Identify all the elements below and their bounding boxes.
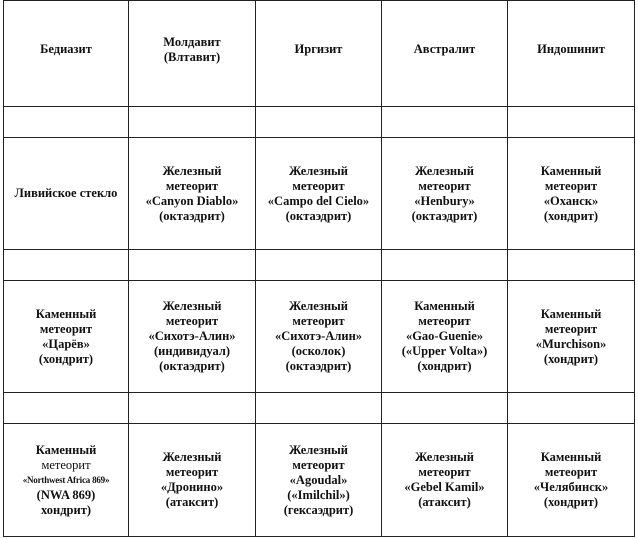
cell-canyon-diablo: Железный метеорит «Canyon Diablo» (октаэдрит) [129,138,256,250]
empty-cell [129,107,256,138]
table-row [4,281,635,393]
cell-henbury: Железный метеорит «Henbury» (октаэдрит) [382,138,508,250]
header-cell-irghizite: Иргизит [256,1,382,107]
header-cell-australite: Австралит [382,1,508,107]
empty-cell [129,250,256,281]
cell-campo-del-cielo: Железный метеорит «Campo del Cielo» (октаэдрит) [256,138,382,250]
spacer-row [4,107,635,138]
empty-cell [129,393,256,424]
empty-cell [382,250,508,281]
empty-cell [256,107,382,138]
meteorite-table [3,0,635,537]
spacer-row [4,393,635,424]
empty-cell [508,250,635,281]
cell-agoudal: Железный метеорит «Agoudal» («Imilchil») (гексаэдрит) [256,424,382,537]
cell-murchison: Каменный метеорит «Murchison» (хондрит) [508,281,635,393]
cell-tsarev: Каменный метеорит «Царёв» (хондрит) [4,281,129,393]
cell-sikhote-alin-fragment: Железный метеорит «Сихотэ-Алин» (осколок) (октаэдрит) [256,281,382,393]
cell-gebel-kamil: Железный метеорит «Gebel Kamil» (атаксит) [382,424,508,537]
spacer-row [4,250,635,281]
cell-okhansk: Каменный метеорит «Оханск» (хондрит) [508,138,635,250]
empty-cell [4,393,129,424]
empty-cell [508,107,635,138]
cell-chelyabinsk: Каменный метеорит «Челябинск» (хондрит) [508,424,635,537]
empty-cell [382,107,508,138]
cell-nwa-869: Каменный метеорит «Northwest Africa 869» (NWA 869) хондрит) [4,424,129,537]
header-cell-bediasite: Бедиазит [4,1,129,107]
empty-cell [4,107,129,138]
cell-sikhote-alin-individual: Железный метеорит «Сихотэ-Алин» (индивидуал) (октаэдрит) [129,281,256,393]
cell-libyan-glass: Ливийское стекло [4,138,129,250]
empty-cell [256,393,382,424]
empty-cell [256,250,382,281]
header-row [4,1,635,107]
table-row [4,424,635,537]
header-cell-moldavite: Молдавит (Влтавит) [129,1,256,107]
empty-cell [4,250,129,281]
header-cell-indochinite: Индошинит [508,1,635,107]
empty-cell [382,393,508,424]
empty-cell [508,393,635,424]
cell-gao-guenie: Каменный метеорит «Gao-Guenie» («Upper Volta») (хондрит) [382,281,508,393]
table-row [4,138,635,250]
cell-dronino: Железный метеорит «Дронино» (атаксит) [129,424,256,537]
